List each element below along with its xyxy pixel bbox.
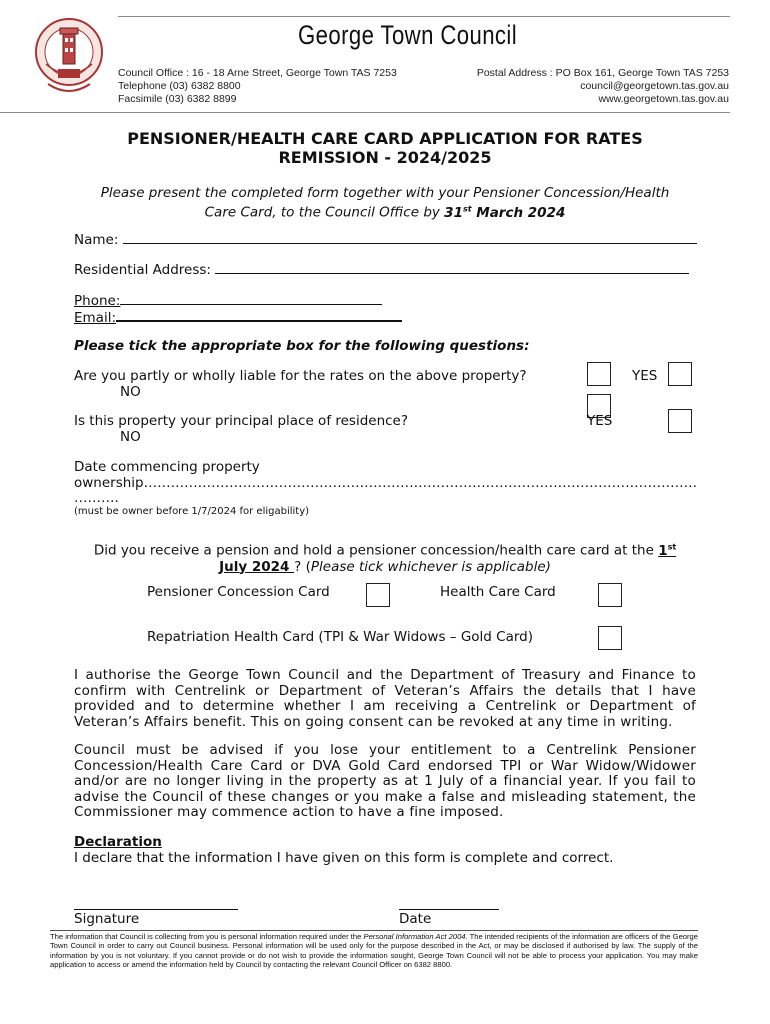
header-rule-bottom [0,112,730,113]
address-input[interactable] [215,261,689,274]
pension-question-date: July 2024 [219,558,295,575]
intro-line2 [70,201,700,221]
pensioner-card-checkbox[interactable] [366,583,390,607]
name-label: Name: [74,232,123,248]
privacy-text-pre: The information that Council is collecting from you is personal information required under the [50,932,364,941]
repatriation-card-label: Repatriation Health Card (TPI & War Widows – Gold Card) [147,629,533,645]
ownership-date-input-cont[interactable]: ………. [74,490,119,506]
email-field-row [74,308,402,326]
pension-question-sup: st [667,542,677,551]
authorisation-paragraph: I authorise the George Town Council and the Department of Treasury and Finance to confirm with Centrelink or Department of Veteran’s Affairs the details that I have provided and to determine whether I am receiving a Centrelink or Department of Veteran’s Affairs benefit. This on going consent can be revoked at any time in writing. [74,667,696,730]
privacy-text-post: The intended recipients of the information are officers of the George Town Council in order to carry out Council business. Personal information will be used only for the purpose described in the Act, or may be disclosed if authorised by law. The supply of the information by you is not voluntary. If you cannot provide or do not wish to provide the information sought, George Town Council will not be able to process your application. You may make application to access or amend the information held by Council by contacting the relevant Council Officer on 6382 8800. [50,932,698,969]
tick-instruction: Please tick the appropriate box for the following questions: [74,338,530,354]
email-label: Email: [74,310,117,326]
privacy-act-name: Personal Information Act 2004. [363,932,468,941]
ownership-date-label: Date commencing property [74,459,260,475]
telephone: Telephone (03) 6382 8800 [118,80,241,92]
residence-no-checkbox[interactable] [668,409,692,433]
intro-line2-text: Care Card, to the Council Office by [204,204,445,221]
ownership-date-input[interactable]: ownership…………………………………………………………………………………………………………… [74,475,698,491]
address-label: Residential Address: [74,262,216,278]
pension-question [70,539,700,575]
council-website-link[interactable]: www.georgetown.tas.gov.au [598,93,729,105]
address-field-row [74,261,689,278]
council-email-link[interactable]: council@georgetown.tas.gov.au [580,80,729,92]
date-sign-line[interactable] [399,909,499,910]
council-name: George Town Council [298,20,518,50]
form-title-line2: REMISSION - 2024/2025 [278,148,492,167]
postal-details [477,67,729,106]
intro-line1: Please present the completed form together with your Pensioner Concession/Health [100,185,670,201]
liable-no-checkbox[interactable] [668,362,692,386]
phone-field-row [74,292,382,309]
declaration-heading: Declaration [74,834,162,850]
postal-address: Postal Address : PO Box 161, George Town TAS 7253 [476,67,729,79]
phone-label: Phone: [74,293,121,309]
pension-question-hint: Please tick whichever is applicable) [310,558,551,575]
name-field-row [74,231,697,248]
advise-paragraph: Council must be advised if you lose your entitlement to a Centrelink Pensioner Concession/Health Care Card or DVA Gold Card endorsed TPI or War Widow/Widower and/or are no longer living in the property as at 1 July of a financial year. If you fail to advise the Council of these changes or you make a false and misleading statement, the Commissioner may commence action to have a fine imposed. [74,742,696,820]
repatriation-card-checkbox[interactable] [598,626,622,650]
pension-question-text: Did you receive a pension and hold a pensioner concession/health care card at the [93,542,659,559]
header-rule-top [118,16,730,17]
council-seal-icon [34,14,104,98]
intro-date-num: 31 [444,204,463,221]
name-input[interactable] [123,231,697,244]
question-liable: Are you partly or wholly liable for the rates on the above property? [74,368,527,384]
email-input[interactable] [116,308,402,322]
council-logo [34,14,104,98]
health-card-checkbox[interactable] [598,583,622,607]
intro-date-sup: st [462,204,472,213]
liable-yes-label: YES [632,368,658,384]
council-office-details [118,67,397,106]
phone-input[interactable] [120,292,382,305]
question-residence: Is this property your principal place of residence? [74,413,409,429]
date-sign-label: Date [399,911,432,927]
intro-date-rest: March 2024 [471,204,566,221]
liable-yes-checkbox[interactable] [587,362,611,386]
residence-no-label: NO [120,429,141,445]
pension-question-post: ? ( [294,558,311,575]
signature-label: Signature [74,911,140,927]
form-intro [70,185,700,221]
footer-rule [50,930,698,931]
facsimile: Facsimile (03) 6382 8899 [118,93,237,105]
declaration-text: I declare that the information I have given on this form is complete and correct. [74,850,614,866]
office-address: Council Office : 16 - 18 Arne Street, George Town TAS 7253 [118,67,397,79]
pensioner-card-label: Pensioner Concession Card [147,584,330,600]
residence-yes-label: YES [587,413,613,429]
signature-line[interactable] [74,909,238,910]
liable-no-label: NO [120,384,141,400]
form-title [60,129,710,167]
pension-question-num: 1 [658,542,668,559]
privacy-notice [50,932,698,969]
form-title-line1: PENSIONER/HEALTH CARE CARD APPLICATION FOR RATES [127,129,643,148]
ownership-date-note: (must be owner before 1/7/2024 for eligability) [74,506,310,517]
health-card-label: Health Care Card [440,584,556,600]
